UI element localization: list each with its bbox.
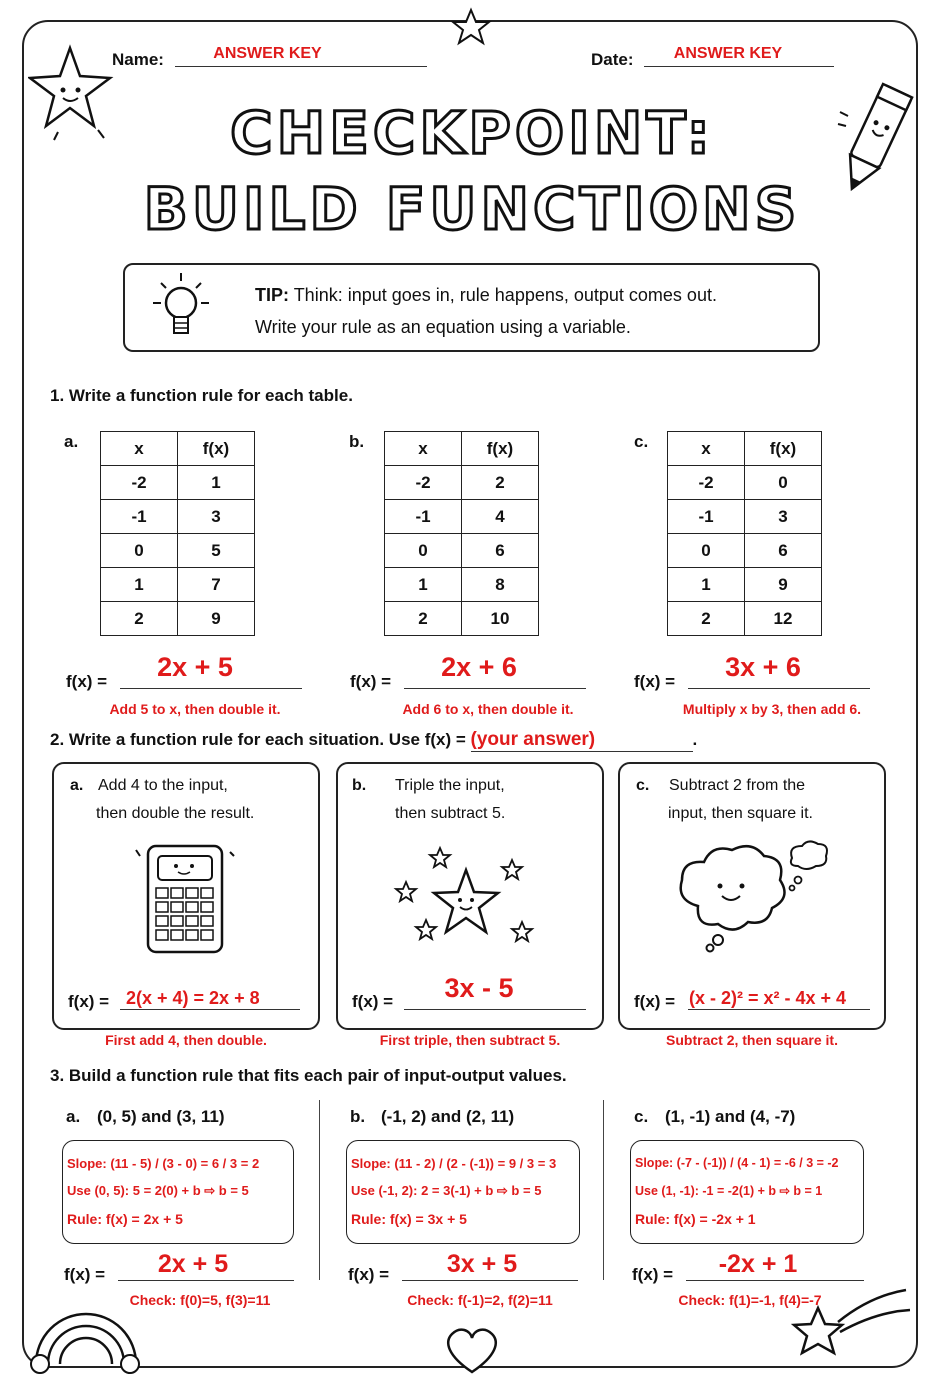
shooting-star-icon: [780, 1282, 920, 1370]
q1a-fx-label: f(x) =: [66, 672, 108, 691]
q3b-answer-line: [402, 1280, 578, 1281]
q3b-work-box: [346, 1140, 580, 1244]
name-value[interactable]: ANSWER KEY: [213, 45, 322, 62]
title-line-2: BUILD FUNCTIONS: [143, 175, 801, 243]
table-header-x: x: [385, 432, 462, 466]
name-line: [175, 66, 427, 67]
q2c-answer[interactable]: (x - 2)² = x² - 4x + 4: [689, 988, 847, 1008]
q2c-note: Subtract 2, then square it.: [666, 1032, 838, 1048]
title-line-1: CHECKPOINT:: [230, 99, 714, 167]
date-line: [644, 66, 834, 67]
function-table-c: [667, 431, 822, 636]
function-table-b: [384, 431, 539, 636]
heart-icon: [440, 1322, 504, 1378]
q3c-letter: c.: [634, 1107, 649, 1126]
table-header-x: x: [101, 432, 178, 466]
q3b-answer[interactable]: 3x + 5: [446, 1250, 518, 1278]
q3a-fx-label: f(x) =: [64, 1265, 106, 1284]
table-header-fx: f(x): [178, 432, 255, 466]
q3a-answer-line: [118, 1280, 294, 1281]
q2a-answer[interactable]: 2(x + 4) = 2x + 8: [126, 988, 260, 1008]
table-row: -1 3: [668, 500, 822, 534]
q1b-note: Add 6 to x, then double it.: [402, 701, 574, 717]
q2b-letter: b.: [352, 777, 367, 794]
q3a-answer[interactable]: 2x + 5: [157, 1250, 229, 1278]
q3c-fx-label: f(x) =: [632, 1265, 674, 1284]
table-row: -2 0: [668, 466, 822, 500]
rainbow-icon: [26, 1298, 146, 1378]
q3a-letter: a.: [66, 1107, 81, 1126]
q3b-use: Use (-1, 2): 2 = 3(-1) + b ⇨ b = 5: [351, 1183, 542, 1198]
q1c-answer-line: [688, 688, 870, 689]
q3b-pair: (-1, 2) and (2, 11): [381, 1107, 515, 1126]
q3a-work-box: [62, 1140, 294, 1244]
q3c-use: Use (1, -1): -1 = -2(1) + b ⇨ b = 1: [635, 1184, 823, 1198]
table-row: 2 9: [101, 602, 255, 636]
table-header-fx: f(x): [462, 432, 539, 466]
q2-prompt-blank: (your answer): [471, 729, 693, 752]
q1a-note: Add 5 to x, then double it.: [109, 701, 281, 717]
q1a-answer[interactable]: 2x + 5: [157, 652, 233, 682]
q3c-check: Check: f(1)=-1, f(4)=-7: [678, 1292, 822, 1308]
q1-letter-c: c.: [634, 432, 649, 451]
tip-box: [123, 263, 820, 352]
q3c-work-box: [630, 1140, 864, 1244]
q1-prompt: 1. Write a function rule for each table.: [50, 386, 353, 405]
q2c-text-2: input, then square it.: [668, 805, 813, 822]
q1a-answer-line: [120, 688, 302, 689]
q2a-text-1: Add 4 to the input,: [98, 777, 228, 794]
q1c-note: Multiply x by 3, then add 6.: [682, 701, 862, 717]
q2b-text-2: then subtract 5.: [395, 805, 506, 822]
table-row: -1 4: [385, 500, 539, 534]
q2a-fx-label: f(x) =: [68, 992, 110, 1011]
q2a-answer-line: [120, 1009, 300, 1010]
date-value[interactable]: ANSWER KEY: [673, 45, 783, 62]
table-row: 2 12: [668, 602, 822, 636]
name-label: Name:: [112, 50, 164, 69]
table-row: 0 5: [101, 534, 255, 568]
table-row: 1 7: [101, 568, 255, 602]
q3c-rule: Rule: f(x) = -2x + 1: [635, 1211, 756, 1227]
table-row: 0 6: [385, 534, 539, 568]
q3c-pair: (1, -1) and (4, -7): [665, 1107, 796, 1126]
q1b-fx-label: f(x) =: [350, 672, 392, 691]
q3a-pair: (0, 5) and (3, 11): [97, 1107, 225, 1126]
q3a-slope: Slope: (11 - 5) / (3 - 0) = 6 / 3 = 2: [67, 1156, 260, 1171]
q2b-fx-label: f(x) =: [352, 992, 394, 1011]
table-row: -2 1: [101, 466, 255, 500]
q3-divider-1: [319, 1100, 320, 1280]
calculator-icon: [130, 836, 240, 958]
q2b-text-1: Triple the input,: [395, 777, 505, 794]
table-header-x: x: [668, 432, 745, 466]
q3c-answer-line: [686, 1280, 864, 1281]
q2b-answer-line: [404, 1009, 586, 1010]
q3c-answer[interactable]: -2x + 1: [718, 1250, 798, 1278]
q3b-rule: Rule: f(x) = 3x + 5: [351, 1211, 467, 1227]
q3a-rule: Rule: f(x) = 2x + 5: [67, 1211, 183, 1227]
q3a-use: Use (0, 5): 5 = 2(0) + b ⇨ b = 5: [67, 1183, 249, 1198]
stars-icon: [392, 842, 542, 952]
q3b-letter: b.: [350, 1107, 366, 1126]
q1-letter-a: a.: [64, 432, 79, 451]
function-table-a: [100, 431, 255, 636]
tip-label: TIP:: [255, 285, 289, 305]
thought-cloud-icon: [668, 836, 836, 956]
q3-prompt: 3. Build a function rule that fits each pair of input-output values.: [50, 1066, 567, 1085]
q3a-check: Check: f(0)=5, f(3)=11: [129, 1292, 271, 1308]
q2c-text-1: Subtract 2 from the: [669, 777, 806, 794]
q1b-answer-line: [404, 688, 586, 689]
q2-prompt: 2. Write a function rule for each situation. Use f(x) = (your answer) .: [50, 729, 698, 750]
table-row: 1 8: [385, 568, 539, 602]
q2c-answer-line: [688, 1009, 870, 1010]
q2c-fx-label: f(x) =: [634, 992, 676, 1011]
q2b-answer[interactable]: 3x - 5: [444, 973, 514, 1003]
q1b-answer[interactable]: 2x + 6: [441, 652, 517, 682]
q3b-fx-label: f(x) =: [348, 1265, 390, 1284]
tip-line-1: Think: input goes in, rule happens, output comes out.: [293, 285, 717, 305]
lightbulb-icon: [147, 271, 211, 347]
q2b-note: First triple, then subtract 5.: [379, 1032, 561, 1048]
q1c-answer[interactable]: 3x + 6: [725, 652, 801, 682]
q2a-note: First add 4, then double.: [105, 1032, 267, 1048]
date-label: Date:: [591, 50, 634, 69]
q1c-fx-label: f(x) =: [634, 672, 676, 691]
table-row: 2 10: [385, 602, 539, 636]
table-row: 1 9: [668, 568, 822, 602]
q3b-slope: Slope: (11 - 2) / (2 - (-1)) = 9 / 3 = 3: [351, 1156, 557, 1171]
star-icon: [448, 6, 494, 46]
q3-divider-2: [603, 1100, 604, 1280]
tip-line-2: Write your rule as an equation using a variable.: [255, 317, 631, 337]
q3b-check: Check: f(-1)=2, f(2)=11: [407, 1292, 553, 1308]
table-row: 0 6: [668, 534, 822, 568]
q2c-letter: c.: [636, 777, 650, 794]
table-header-fx: f(x): [745, 432, 822, 466]
table-row: -2 2: [385, 466, 539, 500]
table-row: -1 3: [101, 500, 255, 534]
q3c-slope: Slope: (-7 - (-1)) / (4 - 1) = -6 / 3 = -2: [635, 1156, 839, 1170]
q2a-text-2: then double the result.: [96, 805, 255, 822]
q1-letter-b: b.: [349, 432, 365, 451]
q2a-letter: a.: [70, 777, 84, 794]
